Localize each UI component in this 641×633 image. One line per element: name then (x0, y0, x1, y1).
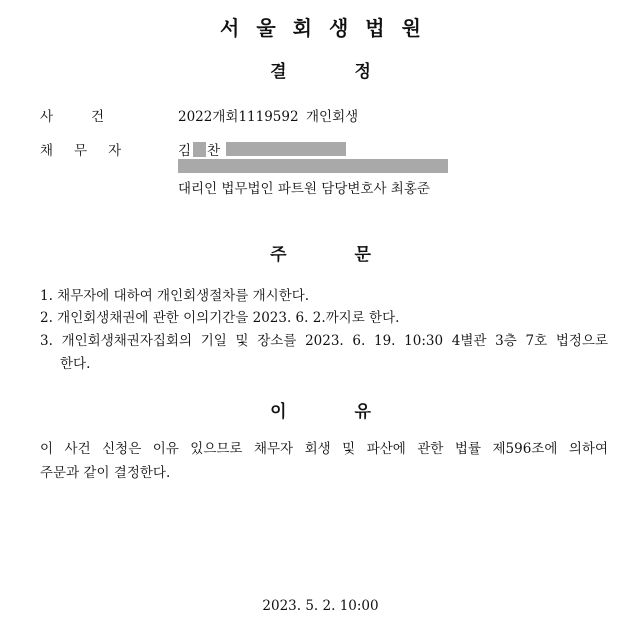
order-item: 2. 개인회생채권에 관한 이의기간을 2023. 6. 2.까지로 한다. (40, 310, 400, 326)
decision-title: 결정 (270, 62, 439, 82)
order-item-continuation: 한다. (60, 356, 91, 372)
debtor-name-prefix: 김 (178, 143, 192, 159)
debtor-label: 채무자 (40, 143, 143, 159)
redaction-id (226, 142, 346, 156)
case-label: 사건 (40, 109, 143, 125)
order-heading: 주문 (270, 245, 439, 265)
order-item: 3. 개인회생채권자집회의 기일 및 장소를 2023. 6. 19. 10:30 4별관 3층 7호 법정으로 (40, 333, 608, 349)
case-number: 2022개회1119592 (178, 109, 299, 125)
redaction-name (193, 142, 206, 157)
debtor-representative: 대리인 법무법인 파트원 담당변호사 최홍준 (178, 181, 430, 197)
redaction-address (178, 159, 448, 173)
debtor-name-suffix: 찬 (207, 143, 221, 159)
order-item: 1. 채무자에 대하여 개인회생절차를 개시한다. (40, 288, 310, 304)
decision-date: 2023. 5. 2. 10:00 (262, 598, 379, 614)
reason-line: 이 사건 신청은 이유 있으므로 채무자 회생 및 파산에 관한 법률 제596조에 의하여 (40, 441, 608, 457)
case-type: 개인회생 (306, 109, 359, 125)
court-name: 서울회생법원 (220, 16, 438, 40)
reason-line: 주문과 같이 결정한다. (40, 465, 171, 481)
reason-heading: 이유 (270, 402, 439, 422)
